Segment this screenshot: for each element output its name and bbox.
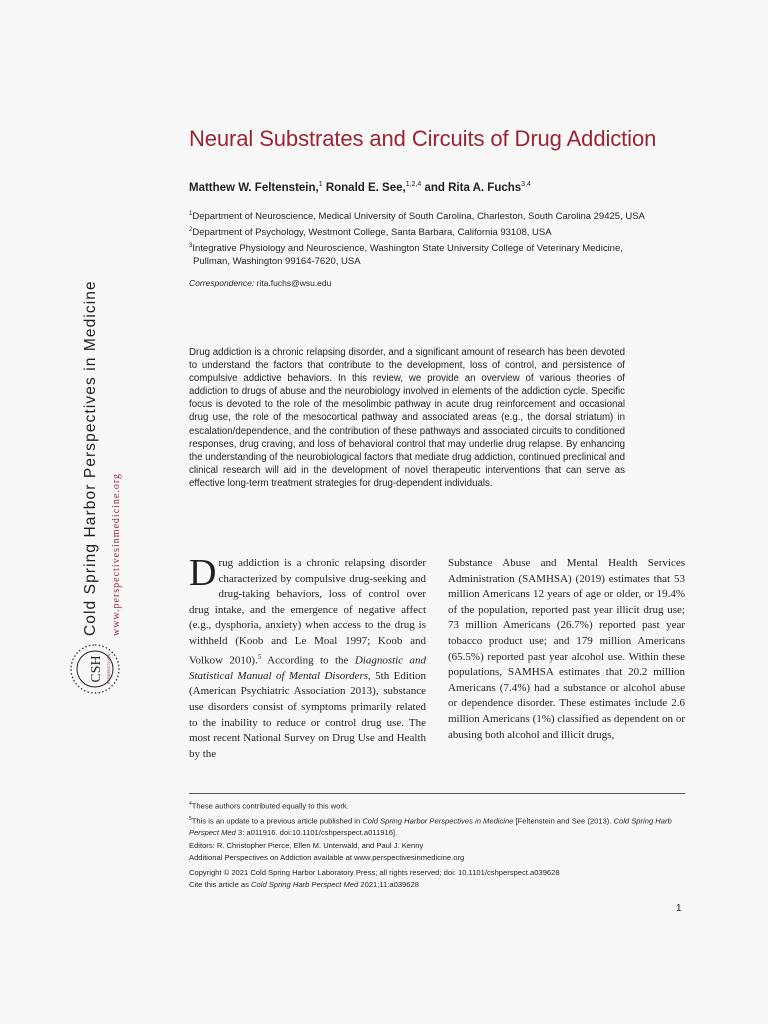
affiliation-1 [189, 208, 645, 223]
footnote-text: [Feltenstein and See (2013). [513, 816, 614, 826]
logo-text: CSH [89, 655, 104, 683]
citation-text: Cite this article as [189, 880, 252, 890]
footnote-italic: Cold Spring Harbor Perspectives in Medicine [362, 816, 514, 826]
footnote-4 [189, 798, 689, 813]
footnote-5 [189, 813, 689, 840]
article-title: Neural Substrates and Circuits of Drug Addiction [189, 126, 657, 151]
footnote-divider [189, 793, 685, 794]
footnote-additional: Additional Perspectives on Addiction available at www.perspectivesinmedicine.org [189, 852, 465, 862]
author-name: Ronald E. See, [322, 181, 406, 194]
page-number: 1 [676, 903, 682, 914]
drop-cap: D [189, 552, 217, 594]
csh-logo-icon [66, 640, 124, 698]
affil-sup: 1 [189, 211, 193, 217]
affil-text: Integrative Physiology and Neuroscience, Washington State University College of Veterinary Medicine, [192, 243, 623, 255]
author-name: Matthew W. Feltenstein, [189, 181, 319, 194]
copyright-line: Copyright © 2021 Cold Spring Harbor Laboratory Press; all rights reserved; doi: 10.1101/cshperspect.a039628 [189, 868, 560, 877]
footnote-text: This is an update to a previous article published in [191, 816, 363, 826]
body-italic: Diagnostic and Statistical Manual of Mental Disorders [189, 654, 426, 682]
sidebar-journal-name: Cold Spring Harbor Perspectives in Medicine [82, 280, 99, 636]
affil-text: Department of Psychology, Westmont College, Santa Barbara, California 93108, USA [192, 227, 552, 239]
citation-italic: Cold Spring Harb Perspect Med [251, 880, 359, 890]
author-list [189, 181, 531, 194]
body-column-left [189, 552, 426, 762]
correspondence [189, 278, 331, 288]
footnote-editors: Editors: R. Christopher Pierce, Ellen M. Unterwald, and Paul J. Kenny [189, 840, 424, 850]
author-affil-sup: 3,4 [521, 181, 531, 188]
citation-line [189, 879, 689, 891]
affil-sup: 3 [189, 243, 193, 249]
footnote-text: 3: a011916. doi:10.1101/cshperspect.a011916]. [235, 828, 398, 838]
sidebar-journal-url[interactable]: www.perspectivesinmedicine.org [111, 472, 122, 636]
footnote-sup: 5 [189, 815, 192, 822]
affil-text-line2: Pullman, Washington 99164-7620, USA [193, 256, 361, 268]
author-affil-sup: 1 [318, 181, 323, 188]
correspondence-label: Correspondence: [189, 278, 255, 288]
footnote-sup: 4 [189, 801, 192, 807]
copyright-block [189, 867, 689, 891]
affil-text: Department of Neuroscience, Medical University of South Carolina, Charleston, South Carolina 29425, USA [192, 211, 645, 223]
abstract: Drug addiction is a chronic relapsing disorder, and a significant amount of research has been devoted to understand the factors that contribute to the development, loss of control, and persistence of compulsive addictive behaviors. In this review, we provide an overview of various theories of addiction to drugs of abuse and the neurobiology involved in elements of the addiction cycle. Specific focus is devoted to the role of the mesolimbic pathway in acute drug reinforcement and occasional drug use, the role of the mesocortical pathway and associated areas (e.g., the dorsal striatum) in escalation/dependence, and the contribution of these pathways and associated circuits to conditioned responses, drug craving, and loss of behavioral control that may underlie drug relapse. By enhancing the understanding of the neurobiological factors that mediate drug addiction, continued preclinical and clinical research will aid in the development of novel therapeutic interventions that can serve as effective long-term treatment strategies for drug-dependent individuals. [189, 347, 625, 489]
citation-text: 2021;11:a039628 [358, 880, 419, 890]
body-text: rug addiction is a chronic relapsing disorder characterized by compulsive drug-seeking and drug-taking behaviors, loss of control over drug intake, and the emergence of negative affect (e.g., dysphoria, anxiety) when access to the drug is withheld (Koob and Le Moal 1997; Koob and Volkow 2010). [189, 557, 426, 667]
footnotes [189, 798, 689, 864]
affiliation-3 [189, 240, 623, 268]
body-text: , 5th Edition (American Psychiatric Association 2013), substance use disorders consist of symptoms primarily related to the inability to reduce or control drug use. The most recent National Survey on Drug Use and Health by the [189, 669, 426, 760]
footnote-text: These authors contributed equally to this work. [191, 801, 349, 811]
affil-sup: 2 [189, 227, 193, 233]
author-name: and Rita A. Fuchs [421, 181, 522, 194]
author-affil-sup: 1,2,4 [405, 181, 422, 188]
footnote-ref[interactable]: 5 [257, 652, 262, 661]
correspondence-email[interactable]: rita.fuchs@wsu.edu [256, 278, 332, 288]
footnote-italic: Cold Spring Harb Perspect Med [189, 816, 672, 838]
affiliation-2 [189, 224, 552, 239]
body-column-right: Substance Abuse and Mental Health Services Administration (SAMHSA) (2019) estimates that 53 million Americans 12 years of age or older, or 19.4% of the population, reported past year illicit drug use; 73 million Americans (26.7%) reported past year tobacco product use; and 179 million Americans (65.5%) reported past year alcohol use. Within these populations, SAMHSA estimates that 20.2 million Americans (7.4%) had a substance or alcohol abuse or dependence disorder. These estimates include 2.6 million Americans (1%) classified as dependent on or abusing both alcohol and illicit drugs, [448, 557, 685, 741]
logo-subtext: PERSPECTIVES [106, 653, 111, 685]
body-text: According to the [261, 654, 355, 667]
